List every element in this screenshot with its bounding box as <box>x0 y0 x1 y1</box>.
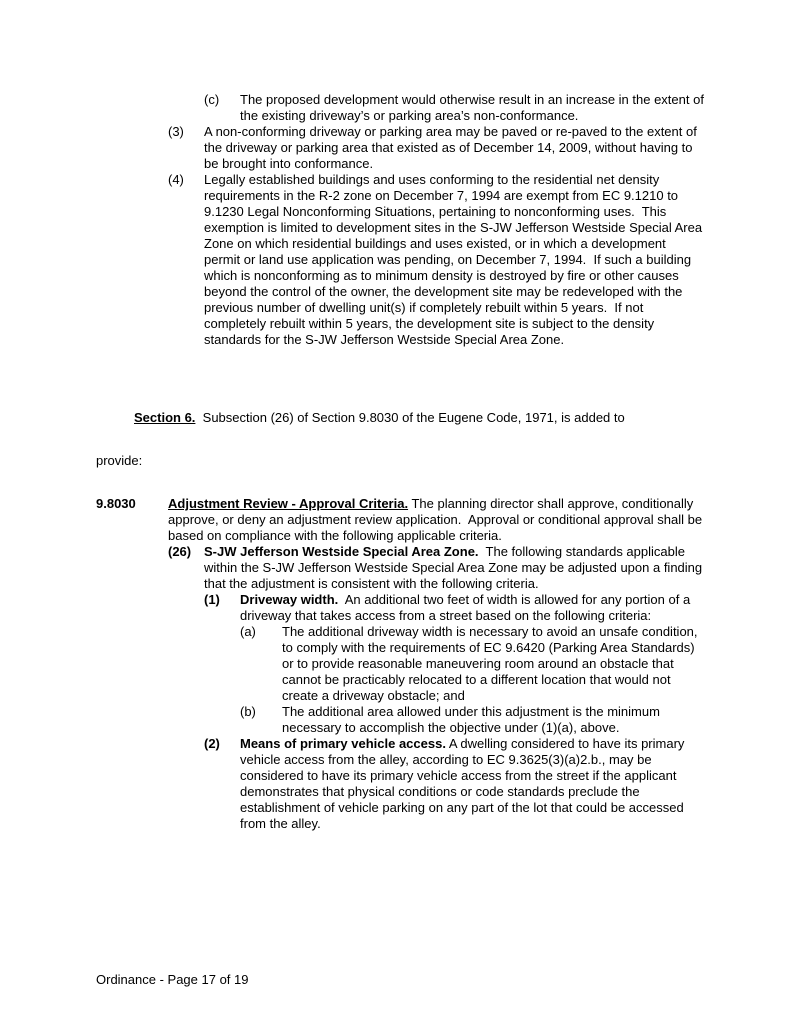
clause-26-2-label: (2) <box>204 736 220 751</box>
section-9-8030-title: Adjustment Review - Approval Criteria. <box>168 496 409 511</box>
clause-26-title: S-JW Jefferson Westside Special Area Zone. <box>204 544 479 559</box>
clause-26-1-b-text: The additional area allowed under this adjustment is the minimum necessary to accomplish the objective under (1)(a), above. <box>282 704 664 735</box>
section-9-8030 <box>96 496 705 544</box>
section-6-paragraph <box>134 410 705 426</box>
section-9-8030-text: The planning director shall approve, conditionally approve, or deny an adjustment review application. Approval or conditional approval shall be based on compliance with the following applicable criteria. <box>168 496 706 543</box>
clause-26-1-text: An additional two feet of width is allowed for any portion of a driveway that takes access from a street based on the following criteria: <box>240 592 694 623</box>
clause-3-label: (3) <box>168 124 184 139</box>
clause-c <box>204 92 708 124</box>
section-9-8030-body <box>168 496 705 544</box>
clause-26-text: The following standards applicable within the S-JW Jefferson Westside Special Area Zone may be adjusted upon a finding that the adjustment is consistent with the following criteria. <box>204 544 706 591</box>
clause-3-text: A non-conforming driveway or parking area may be paved or re-paved to the extent of the driveway or parking area that existed as of December 14, 2009, without having to be brought into conformance. <box>204 124 701 171</box>
clause-26 <box>168 544 705 592</box>
clause-26-body <box>204 544 705 592</box>
page-footer: Ordinance - Page 17 of 19 <box>96 972 249 987</box>
clause-4-text: Legally established buildings and uses conforming to the residential net density requirements in the R-2 zone on December 7, 1994 are exempt from EC 9.1210 to 9.1230 Legal Nonconforming Situations, pertaining to nonconforming uses. This exemption is limited to development sites in the S-JW Jefferson Westside Special Area Zone on which residential buildings and uses existed, or in which a development permit or land use application was pending, on December 7, 1994. If such a building which is nonconforming as to minimum density is destroyed by fire or other causes beyond the control of the owner, the development site may be redeveloped with the previous number of dwelling unit(s) if completely rebuilt within 5 years. If not completely rebuilt within 5 years, the development site is subject to the density standards for the S-JW Jefferson Westside Special Area Zone. <box>204 172 706 347</box>
provide-line: provide: <box>96 453 143 468</box>
clause-26-1-body <box>240 592 705 624</box>
clause-26-label: (26) <box>168 544 192 559</box>
section-6-heading: Section 6. <box>134 410 196 425</box>
clause-26-2-title: Means of primary vehicle access. <box>240 736 446 751</box>
clause-26-1-a <box>240 624 705 704</box>
clause-26-1-a-label: (a) <box>240 624 256 639</box>
clause-26-2 <box>204 736 705 832</box>
clause-c-text: The proposed development would otherwise result in an increase in the extent of the existing driveway’s or parking area’s non-conformance. <box>240 92 708 123</box>
clause-4-label: (4) <box>168 172 184 187</box>
clause-26-1 <box>204 592 705 624</box>
clause-c-label: (c) <box>204 92 220 107</box>
clause-26-1-title: Driveway width. <box>240 592 339 607</box>
section-9-8030-number: 9.8030 <box>96 496 136 511</box>
clause-26-1-label: (1) <box>204 592 220 607</box>
clause-26-1-b-label: (b) <box>240 704 256 719</box>
clause-4 <box>168 172 705 348</box>
clause-26-2-text: A dwelling considered to have its primary vehicle access from the alley, according to EC 9.3625(3)(a)2.b., may be considered to have its primary vehicle access from the street if the applicant demonstrates that physical conditions or code standards preclude the establishment of vehicle parking on any part of the lot that could be accessed from the alley. <box>240 736 689 831</box>
clause-3 <box>168 124 705 172</box>
section-6-text: Subsection (26) of Section 9.8030 of the Eugene Code, 1971, is added to <box>195 410 625 425</box>
clause-26-1-b <box>240 704 705 736</box>
clause-26-1-a-text: The additional driveway width is necessary to avoid an unsafe condition, to comply with the requirements of EC 9.6420 (Parking Area Standards) or to provide reasonable maneuvering room around an obstacle that cannot be practicably relocated to a different location that would not create a driveway obstacle; and <box>282 624 702 703</box>
clause-26-2-body <box>240 736 705 832</box>
